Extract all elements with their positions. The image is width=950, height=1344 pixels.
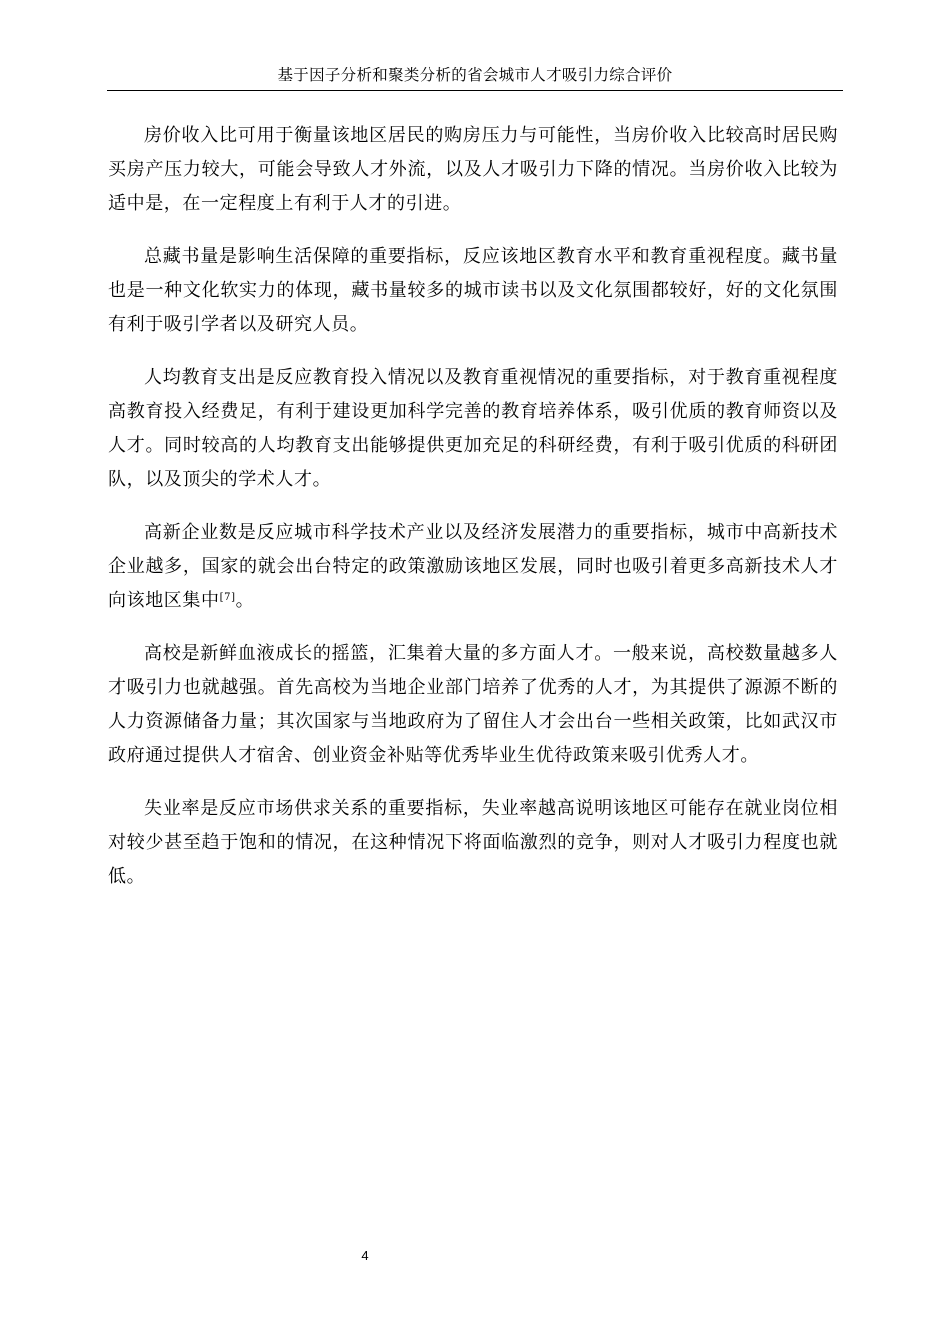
header-divider <box>107 90 843 91</box>
paragraph-text: 高新企业数是反应城市科学技术产业以及经济发展潜力的重要指标，城市中高新技术企业越多，国家的就会出台特定的政策激励该地区发展，同时也吸引着更多高新技术人才向该地区集中 <box>108 522 838 611</box>
paragraph-high-tech-enterprises <box>108 516 838 618</box>
paragraph-unemployment-rate <box>108 792 838 894</box>
paragraph-education-expenditure <box>108 361 838 497</box>
body-text <box>108 119 838 913</box>
paragraph-tail: 。 <box>235 590 255 611</box>
paragraph-text: 总藏书量是影响生活保障的重要指标，反应该地区教育水平和教育重视程度。藏书量也是一种文化软实力的体现，藏书量较多的城市读书以及文化氛围都较好，好的文化氛围有利于吸引学者以及研究人员。 <box>108 246 838 335</box>
paragraph-text: 高校是新鲜血液成长的摇篮，汇集着大量的多方面人才。一般来说，高校数量越多人才吸引力也就越强。首先高校为当地企业部门培养了优秀的人才，为其提供了源源不断的人力资源储备力量；其次国家与当地政府为了留住人才会出台一些相关政策，比如武汉市政府通过提供人才宿舍、创业资金补贴等优秀毕业生优待政策来吸引优秀人才。 <box>108 643 838 766</box>
paragraph-universities <box>108 637 838 773</box>
paragraph-text: 失业率是反应市场供求关系的重要指标，失业率越高说明该地区可能存在就业岗位相对较少甚至趋于饱和的情况，在这种情况下将面临激烈的竞争，则对人才吸引力程度也就低。 <box>108 798 838 887</box>
citation-reference[interactable]: [7] <box>219 592 236 603</box>
paragraph-text: 人均教育支出是反应教育投入情况以及教育重视情况的重要指标，对于教育重视程度高教育投入经费足，有利于建设更加科学完善的教育培养体系，吸引优质的教育师资以及人才。同时较高的人均教育支出能够提供更加充足的科研经费，有利于吸引优质的科研团队，以及顶尖的学术人才。 <box>108 367 838 490</box>
paragraph-text: 房价收入比可用于衡量该地区居民的购房压力与可能性，当房价收入比较高时居民购买房产压力较大，可能会导致人才外流，以及人才吸引力下降的情况。当房价收入比较为适中是，在一定程度上有利于人才的引进。 <box>108 125 838 214</box>
paragraph-housing-price-income-ratio <box>108 119 838 221</box>
running-header-title: 基于因子分析和聚类分析的省会城市人才吸引力综合评价 <box>277 66 673 84</box>
paragraph-library-collection <box>108 240 838 342</box>
page-number: 4 <box>361 1248 369 1263</box>
